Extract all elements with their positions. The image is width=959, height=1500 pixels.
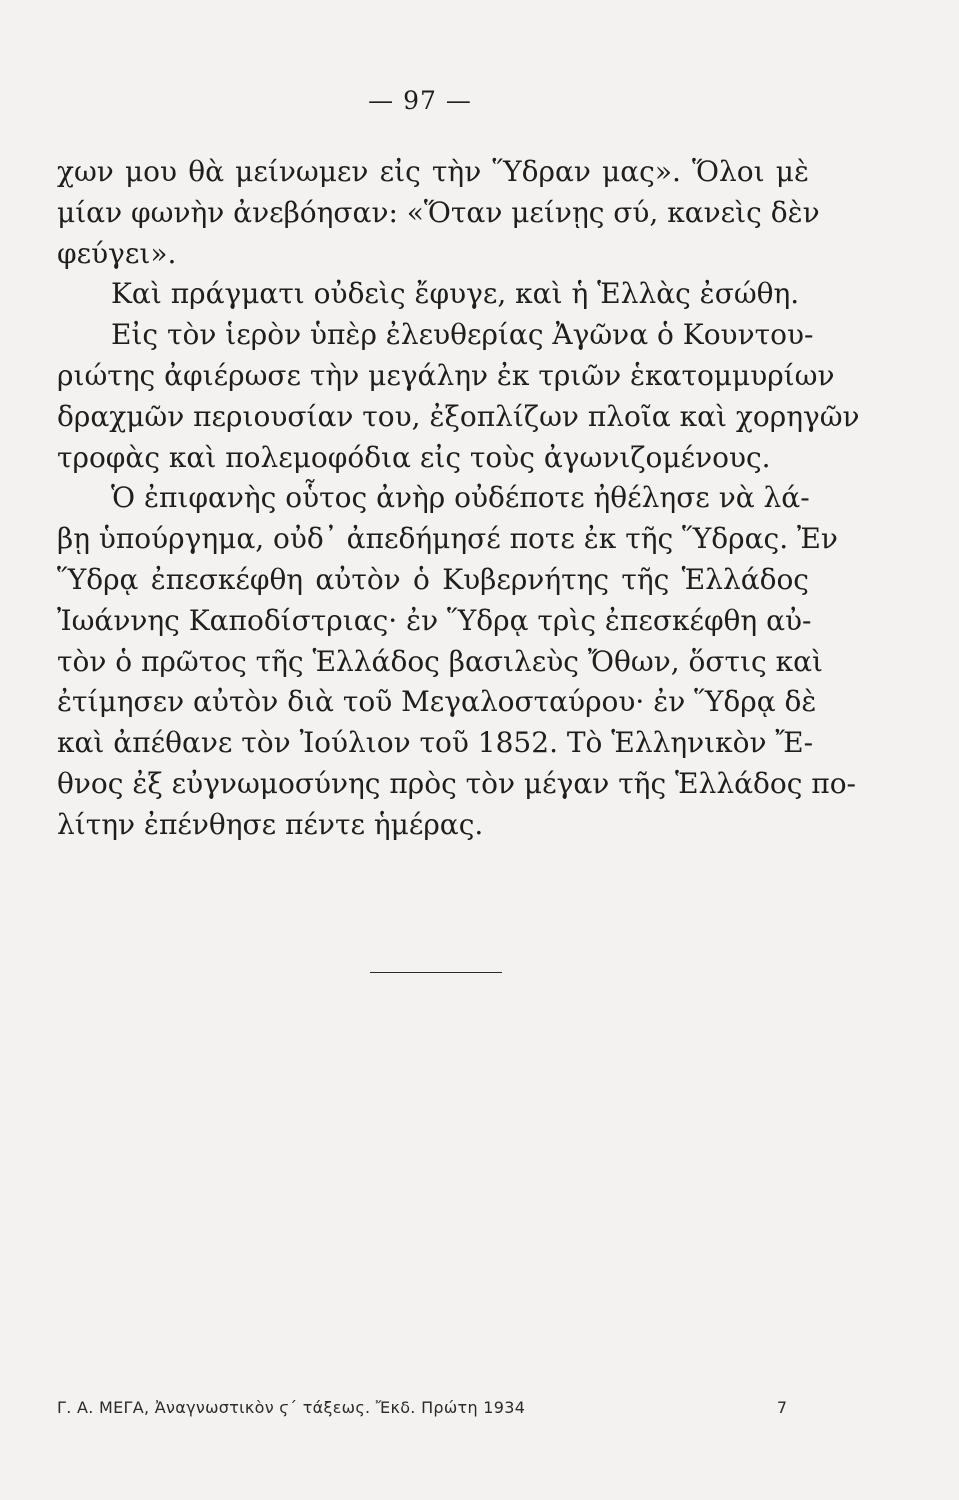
text-line: δραχμῶν περιουσίαν του, ἐξοπλίζων πλοῖα καὶ χορηγῶν xyxy=(57,399,860,433)
text-line: Ὁ ἐπιφανὴς οὗτος ἀνὴρ οὐδέποτε ἠθέλησε νὰ λά- xyxy=(111,481,810,515)
text-line: Εἰς τὸν ἱερὸν ὑπὲρ ἐλευθερίας Ἀγῶνα ὁ Κουντου- xyxy=(111,318,814,352)
text-line: μίαν φωνὴν ἀνεβόησαν: «Ὅταν μείνῃς σύ, κανεὶς δὲν xyxy=(57,195,820,229)
text-line: φεύγει». xyxy=(57,236,177,270)
text-line: τὸν ὁ πρῶτος τῆς Ἑλλάδος βασιλεὺς Ὄθων, ὅστις καὶ xyxy=(57,644,823,678)
text-line: Ἰωάννης Καποδίστριας· ἐν Ὕδρᾳ τρὶς ἐπεσκέφθη αὐ- xyxy=(57,603,812,637)
section-divider xyxy=(370,972,502,973)
footer-citation: Γ. Α. ΜΕΓΑ, Ἀναγνωστικὸν ϛ´ τάξεως. Ἔκδ. Πρώτη 1934 xyxy=(57,1398,526,1417)
text-line: βῃ ὑπούργημα, οὐδ᾽ ἀπεδήμησέ ποτε ἐκ τῆς Ὕδρας. Ἐν xyxy=(57,522,838,556)
text-line: λίτην ἐπένθησε πέντε ἡμέρας. xyxy=(57,807,484,841)
text-line: χων μου θὰ μείνωμεν εἰς τὴν Ὕδραν μας». Ὅλοι μὲ xyxy=(57,155,809,188)
text-line: καὶ ἀπέθανε τὸν Ἰούλιον τοῦ 1852. Τὸ Ἑλληνικὸν Ἔ- xyxy=(57,726,814,760)
text-line: τροφὰς καὶ πολεμοφόδια εἰς τοὺς ἀγωνιζομένους. xyxy=(57,440,771,474)
text-line: ριώτης ἀφιέρωσε τὴν μεγάλην ἐκ τριῶν ἑκατομμυρίων xyxy=(57,358,835,392)
body-text xyxy=(57,152,860,846)
page-number: — 97 — xyxy=(368,86,472,115)
text-line: Ὕδρᾳ ἐπεσκέφθη αὐτὸν ὁ Κυβερνήτης τῆς Ἑλλάδος xyxy=(57,562,809,596)
text-line: θνος ἐξ εὐγνωμοσύνης πρὸς τὸν μέγαν τῆς Ἑλλάδος πο- xyxy=(57,766,857,800)
sheet-number: 7 xyxy=(776,1398,787,1417)
text-line: ἐτίμησεν αὐτὸν διὰ τοῦ Μεγαλοσταύρου· ἐν Ὕδρᾳ δὲ xyxy=(57,685,817,719)
text-line: Καὶ πράγματι οὐδεὶς ἔφυγε, καὶ ἡ Ἑλλὰς ἐσώθη. xyxy=(111,277,800,311)
